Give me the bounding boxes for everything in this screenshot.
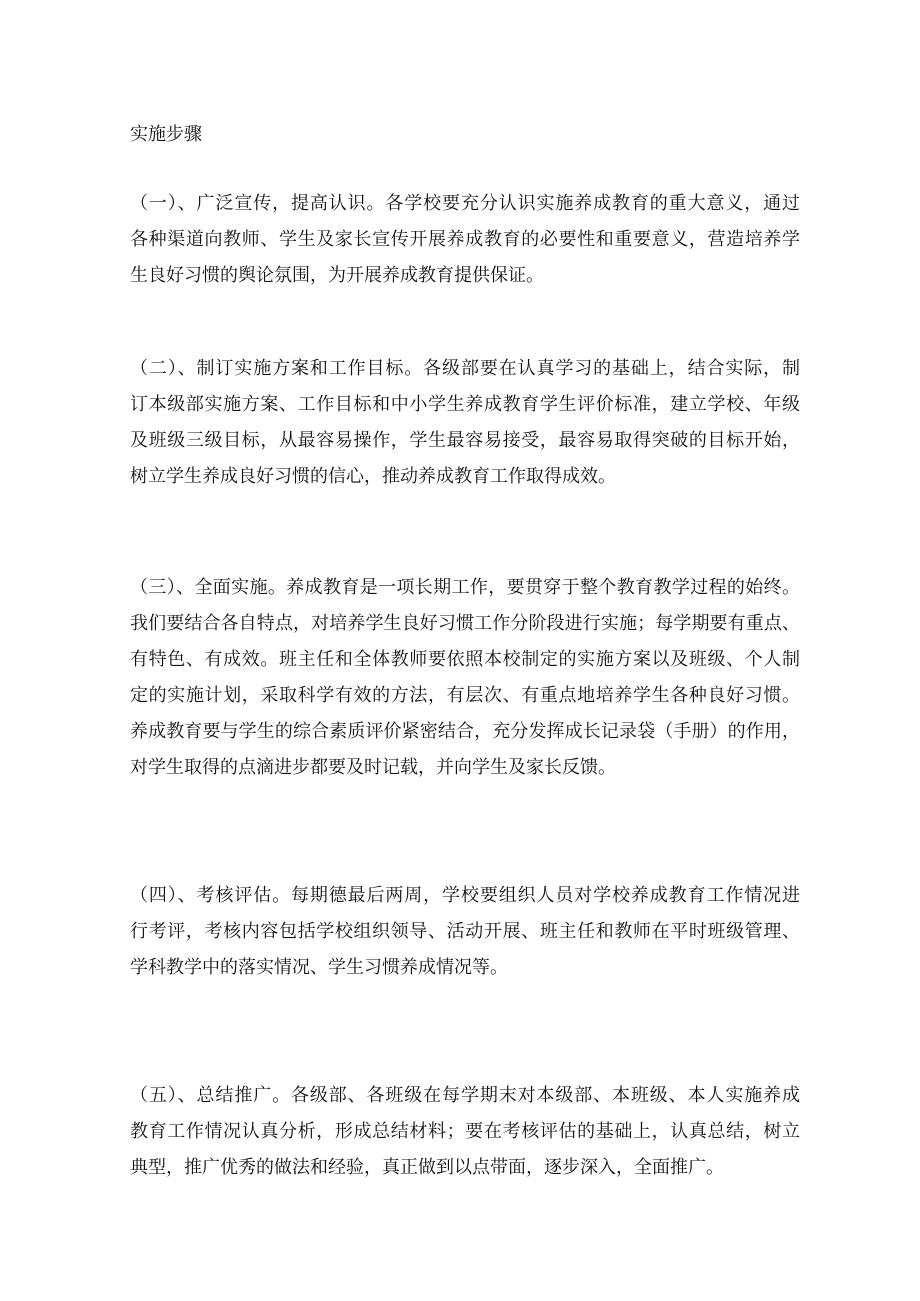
paragraph-line: （四）、考核评估。每期德最后两周，学校要组织人员对学校养成教育工作情况进 [130, 885, 800, 906]
paragraph-line: （五）、总结推广。各级部、各班级在每学期末对本级部、本班级、本人实施养成 [130, 1085, 800, 1106]
paragraph-line: 养成教育要与学生的综合素质评价紧密结合，充分发挥成长记录袋（手册）的作用， [130, 721, 800, 742]
paragraph-summary [130, 1078, 800, 1186]
paragraph-line: 树立学生养成良好习惯的信心，推动养成教育工作取得成效。 [130, 466, 616, 487]
paragraph-line: 及班级三级目标，从最容易操作，学生最容易接受，最容易取得突破的目标开始， [130, 430, 800, 451]
paragraph-line: 对学生取得的点滴进步都要及时记载，并向学生及家长反馈。 [130, 757, 616, 778]
paragraph-line: （三）、全面实施。养成教育是一项长期工作，要贯穿于整个教育教学过程的始终。 [130, 577, 800, 598]
document-heading: 实施步骤 [130, 124, 202, 145]
paragraph-line: 有特色、有成效。班主任和全体教师要依照本校制定的实施方案以及班级、个人制 [130, 649, 800, 670]
paragraph-line: （二）、制订实施方案和工作目标。各级部要在认真学习的基础上，结合实际，制 [130, 358, 800, 379]
paragraph-line: （一）、广泛宣传，提高认识。各学校要充分认识实施养成教育的重大意义，通过 [130, 193, 800, 214]
paragraph-line: 订本级部实施方案、工作目标和中小学生养成教育学生评价标准，建立学校、年级 [130, 394, 800, 415]
paragraph-line: 我们要结合各自特点，对培养学生良好习惯工作分阶段进行实施；每学期要有重点、 [130, 613, 800, 634]
paragraph-line: 教育工作情况认真分析，形成总结材料；要在考核评估的基础上，认真总结，树立 [130, 1121, 800, 1142]
paragraph-line: 学科教学中的落实情况、学生习惯养成情况等。 [130, 957, 508, 978]
paragraph-line: 定的实施计划，采取科学有效的方法，有层次、有重点地培养学生各种良好习惯。 [130, 685, 800, 706]
paragraph-line: 典型，推广优秀的做法和经验，真正做到以点带面，逐步深入，全面推广。 [130, 1157, 724, 1178]
paragraph-line: 行考评，考核内容包括学校组织领导、活动开展、班主任和教师在平时班级管理、 [130, 921, 800, 942]
paragraph-line: 生良好习惯的舆论氛围，为开展养成教育提供保证。 [130, 265, 544, 286]
paragraph-publicity [130, 186, 800, 294]
paragraph-evaluation [130, 878, 800, 986]
paragraph-line: 各种渠道向教师、学生及家长宣传开展养成教育的必要性和重要意义，营造培养学 [130, 229, 800, 250]
paragraph-plan-goals [130, 351, 800, 495]
paragraph-implementation [130, 570, 800, 786]
